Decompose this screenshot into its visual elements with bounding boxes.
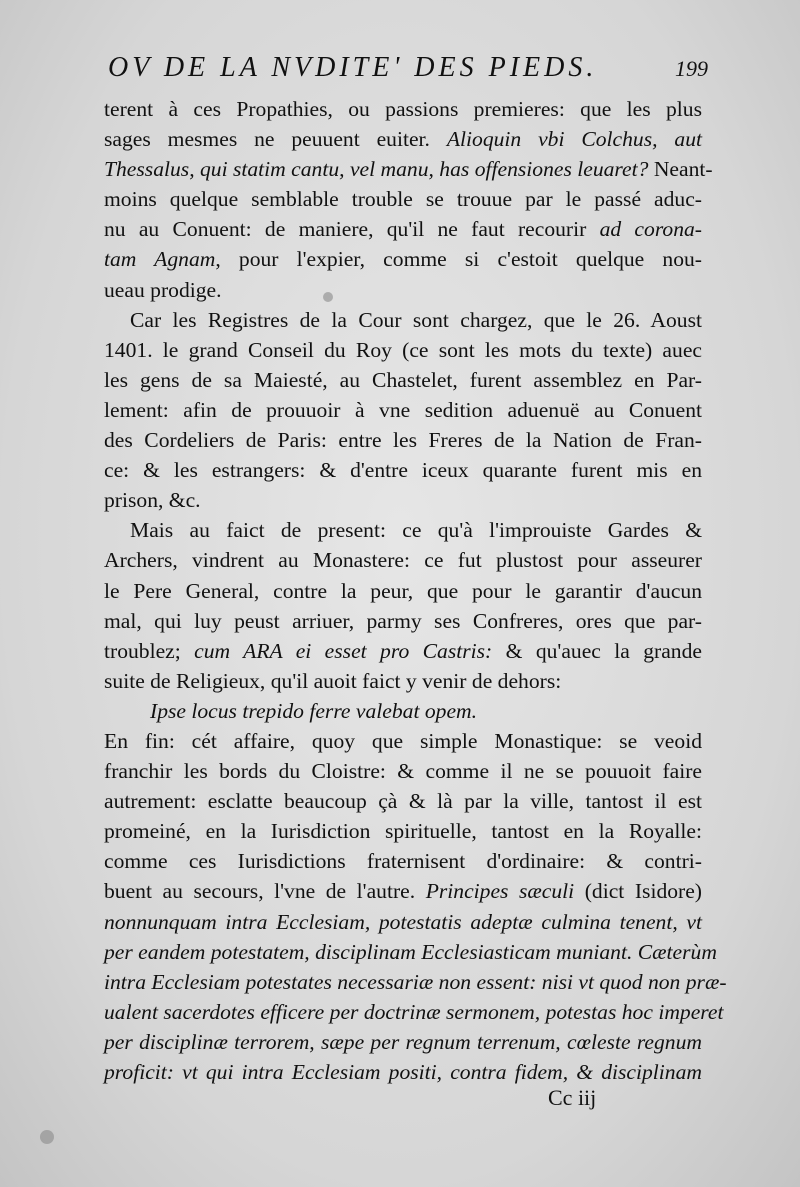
text-line: Thessalus, qui statim cantu, vel manu, has offensiones leuaret? Neant- (104, 157, 713, 182)
text-line: moins quelque semblable trouble se trouue par le passé aduc- (104, 187, 702, 212)
text-line: intra Ecclesiam potestates necessariæ non essent: nisi vt quod non præ- (104, 969, 727, 994)
text-line: suite de Religieux, qu'il auoit faict y venir de dehors: (104, 668, 562, 693)
text-line: les gens de sa Maiesté, au Chastelet, furent assemblez en Par- (104, 367, 702, 392)
ink-blot (40, 1130, 54, 1144)
text-line: le Pere General, contre la peur, que pour le garantir d'aucun (104, 578, 702, 603)
text-line: mal, qui luy peust arriuer, parmy ses Confreres, ores que par- (104, 608, 702, 633)
text-line: Mais au faict de present: ce qu'à l'improuiste Gardes & (130, 518, 702, 543)
text-line: terent à ces Propathies, ou passions premieres: que les plus (104, 97, 702, 121)
text-line: comme ces Iurisdictions fraternisent d'ordinaire: & contri- (104, 849, 702, 874)
text-line: En fin: cét affaire, quoy que simple Monastique: se veoid (104, 728, 702, 753)
text-line: franchir les bords du Cloistre: & comme il ne se pouuoit faire (104, 759, 702, 784)
text-line: lement: afin de prouuoir à vne sedition aduenuë au Conuent (104, 397, 702, 422)
text-line: proficit: vt qui intra Ecclesiam positi, contra fidem, & disciplinam (104, 1060, 702, 1084)
text-line: ualent sacerdotes efficere per doctrinæ sermonem, potestas hoc imperet (104, 999, 724, 1024)
text-line: tam Agnam, pour l'expier, comme si c'estoit quelque nou- (104, 247, 702, 272)
text-line: troublez; cum ARA ei esset pro Castris: & qu'auec la grande (104, 638, 702, 663)
text-line: nonnunquam intra Ecclesiam, potestatis adeptæ culmina tenent, vt (104, 909, 702, 934)
text-line: ce: & les estrangers: & d'entre iceux quarante furent mis en (104, 458, 702, 483)
text-line: prison, &c. (104, 488, 201, 513)
text-line: ueau prodige. (104, 277, 222, 302)
text-line: Car les Registres de la Cour sont chargez, que le 26. Aoust (130, 307, 702, 332)
text-line: des Cordeliers de Paris: entre les Freres de la Nation de Fran- (104, 428, 702, 453)
text-line: Archers, vindrent au Monastere: ce fut plustost pour asseurer (104, 548, 702, 573)
body-text (104, 94, 727, 1087)
text-line: sages mesmes ne peuuent euiter. Alioquin vbi Colchus, aut (104, 127, 702, 152)
text-line: promeiné, en la Iurisdiction spirituelle, tantost en la Royalle: (104, 819, 702, 844)
signature-mark: Cc iij (548, 1085, 597, 1110)
text-line: buent au secours, l'vne de l'autre. Principes sæculi (dict Isidore) (104, 879, 703, 904)
text-line: nu au Conuent: de maniere, qu'il ne faut recourir ad corona- (104, 217, 702, 242)
text-line: per eandem potestatem, disciplinam Ecclesiasticam muniant. Cæterùm (104, 939, 717, 964)
page-header (108, 52, 708, 96)
text-line: per disciplinæ terrorem, sæpe per regnum terrenum, cœleste regnum (104, 1029, 702, 1054)
text-line: Ipse locus trepido ferre valebat opem. (150, 698, 478, 723)
page-number: 199 (675, 56, 708, 81)
running-title: OV DE LA NVDITE' DES PIEDS. (108, 52, 598, 83)
text-line: 1401. le grand Conseil du Roy (ce sont les mots du texte) auec (104, 337, 702, 362)
text-line: autrement: esclatte beaucoup çà & là par la ville, tantost il est (104, 789, 702, 814)
ink-blot (323, 292, 333, 302)
